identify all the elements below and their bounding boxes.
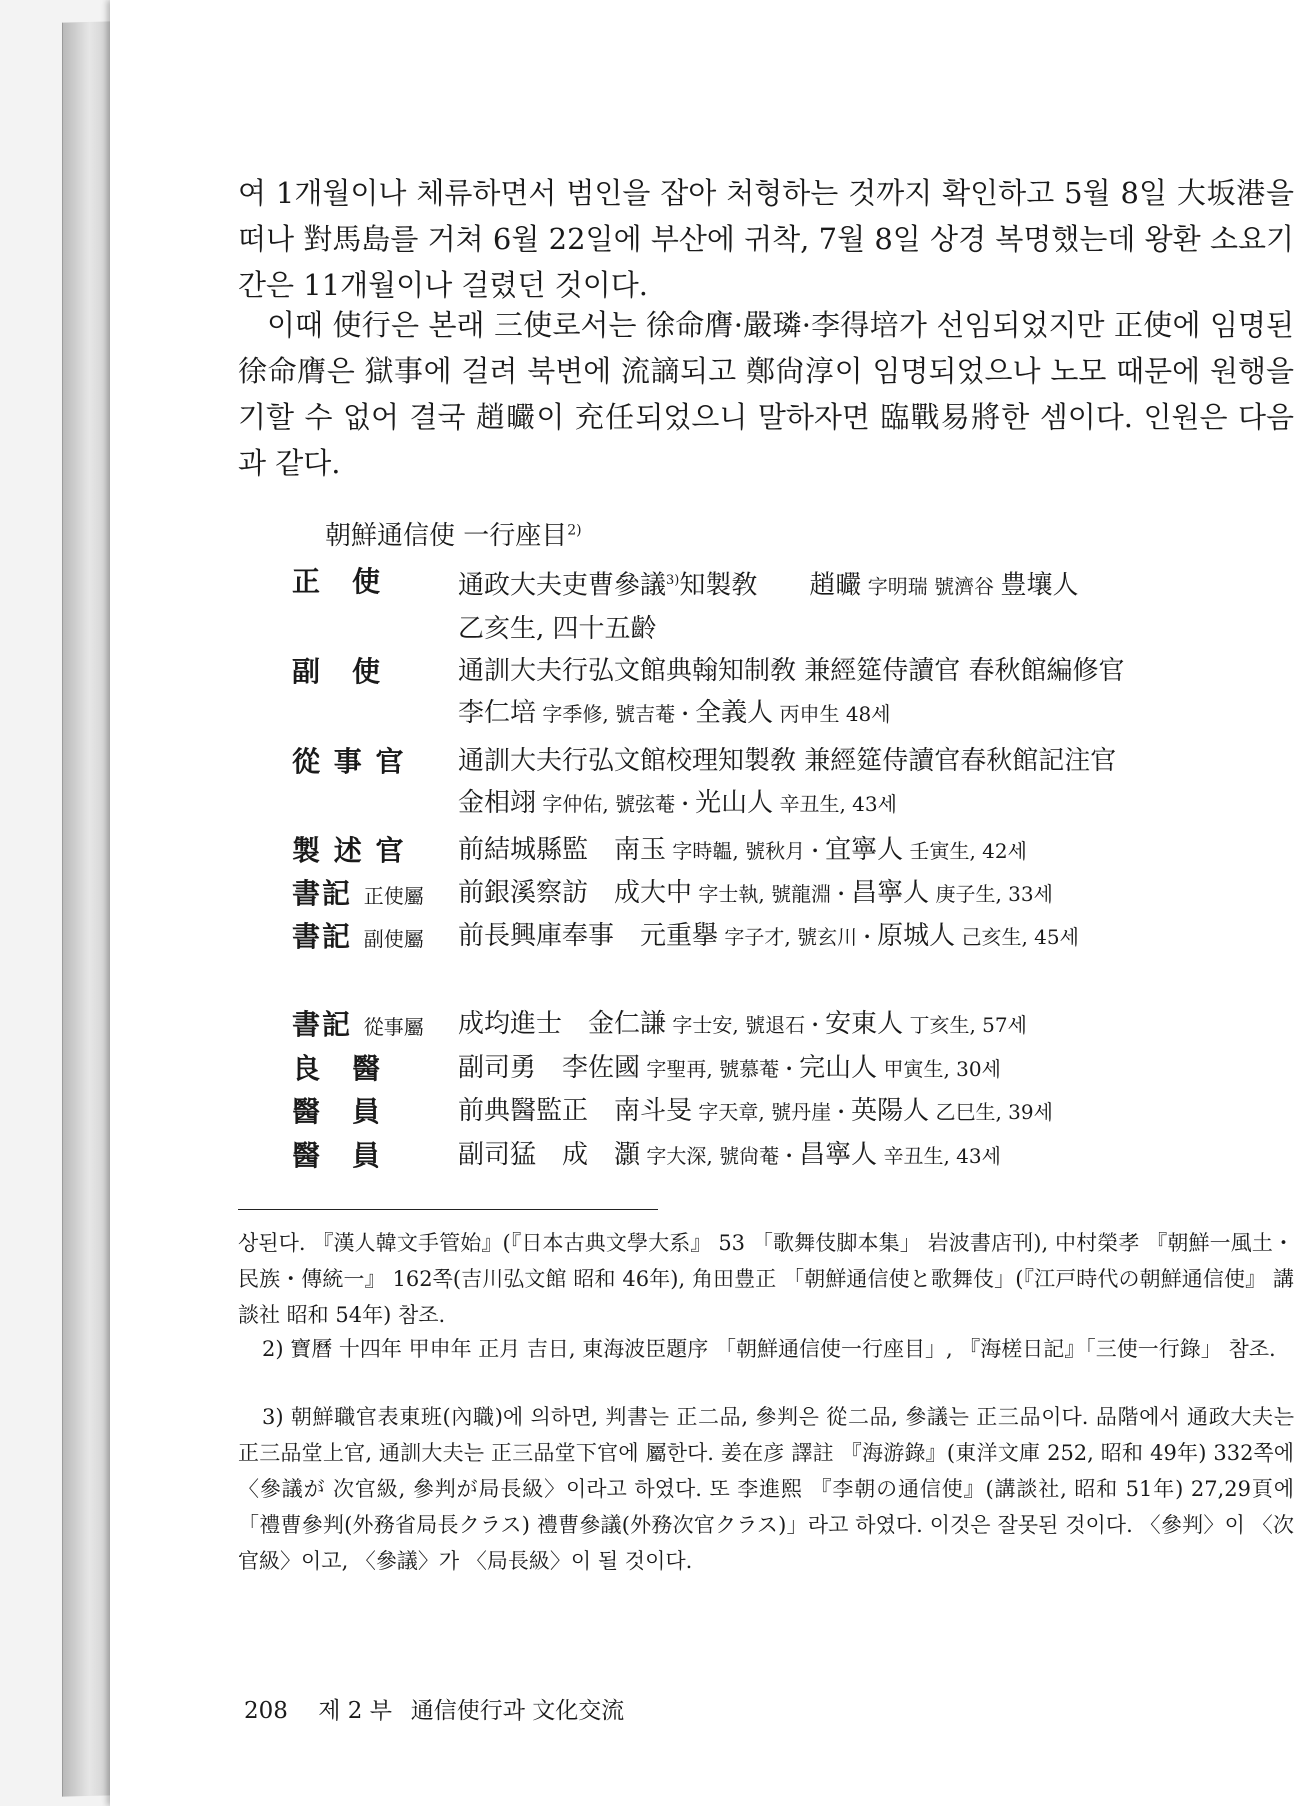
- role-sub: 副使屬: [363, 927, 424, 951]
- office-and-name: 副司勇 李佐國: [458, 1053, 641, 1083]
- courtesy-name: 字大深, 號尙菴・: [640, 1144, 800, 1168]
- role-label: 副 使: [292, 655, 383, 688]
- role-content: [458, 829, 1290, 872]
- birth-info: 庚子生, 33세: [929, 882, 1053, 906]
- courtesy-name: 字仲佑, 號弦菴・: [536, 792, 696, 816]
- birth-info: 辛丑生, 43세: [877, 1144, 1001, 1168]
- origin: 英陽人: [851, 1096, 930, 1126]
- origin: 安東人: [825, 1009, 904, 1039]
- list-title: [325, 515, 582, 552]
- origin: 昌寧人: [851, 878, 930, 908]
- footnote-3: 3) 朝鮮職官表東班(內職)에 의하면, 判書는 正二品, 參判은 從二品, 參議는 正三品이다. 品階에서 通政大夫는 正三品堂上官, 通訓大夫는 正三品堂下官에 屬한다. 姜在彦 譯註 『海游錄』(東洋文庫 252, 昭和 49年) 332쪽에 〈參議が 次官級, 參判が局長級〉이라고 하였다. 또 李進熙 『李朝の通信使』(講談社, 昭和 51年) 27,29頁에 「禮曹參判(外務省局長クラス) 禮曹參議(外務次官クラス)」라고 하였다. 이것은 잘못된 것이다. 〈參判〉이 〈次官級〉이고, 〈參議〉가 〈局長級〉이 될 것이다.: [238, 1405, 1294, 1573]
- courtesy-name: 字明瑞 號濟谷: [861, 574, 1001, 599]
- role-sub: 從事屬: [363, 1015, 424, 1039]
- body-paragraph-2: 이때 使行은 본래 三使로서는 徐命膺·嚴璘·李得培가 선임되었지만 正使에 임명된 徐命膺은 獄事에 걸려 북변에 流謫되고 鄭尙淳이 임명되었으나 노모 때문에 원행을 기할 수 없어 결국 趙曮이 充任되었으니 말하자면 臨戰易將한 셈이다. 인원은 다음과 같다.: [238, 308, 1294, 480]
- role-content: [458, 1003, 1290, 1046]
- role-main: 書記: [292, 920, 353, 953]
- footnote-1: 상된다. 『漢人韓文手管始』(『日本古典文學大系』 53 「歌舞伎脚本集」 岩波書店刊), 中村榮孝 『朝鮮一風土・民族・傳統一』 162쪽(吉川弘文館 昭和 46年), 角田豊正 「朝鮮通信使と歌舞伎」(『江戸時代の朝鮮通信使』 講談社 昭和 54年) 참조.: [238, 1231, 1294, 1327]
- origin: 光山人: [695, 788, 774, 818]
- role-label: [292, 1003, 424, 1043]
- role-content: [458, 650, 1290, 735]
- part-number: 제 2 부: [318, 1698, 392, 1724]
- birth-info: 丙申生 48세: [773, 702, 891, 726]
- birth-info: 己亥生, 45세: [955, 925, 1079, 949]
- role-main: 書記: [292, 877, 353, 910]
- courtesy-name: 字季修, 號吉菴・: [536, 702, 696, 726]
- courtesy-name: 字聖再, 號慕菴・: [640, 1057, 800, 1081]
- role-content: [458, 915, 1290, 958]
- courtesy-name: 字子才, 號玄川・: [718, 925, 878, 949]
- role-content: [458, 560, 1290, 650]
- birth-info: 壬寅生, 42세: [903, 839, 1027, 863]
- role-content: [458, 872, 1290, 915]
- person-name: 金相翊: [458, 788, 537, 818]
- office-and-name: 前典醫監正 南斗旻: [458, 1096, 693, 1126]
- book-page: [110, 0, 1311, 1806]
- role-label: 醫 員: [292, 1095, 383, 1128]
- role-label: [292, 872, 424, 912]
- role-label: 醫 員: [292, 1139, 383, 1172]
- footnote-2: 2) 寶曆 十四年 甲申年 正月 吉日, 東海波臣題序 「朝鮮通信使一行座目」, 『海槎日記』「三使一行錄」 참조.: [262, 1337, 1276, 1361]
- origin: 原城人: [877, 921, 956, 951]
- list-title-footnote-ref: 2): [567, 522, 582, 539]
- role-content: [458, 740, 1290, 825]
- birth-info: 丁亥生, 57세: [903, 1013, 1027, 1037]
- role-content: [458, 1047, 1290, 1090]
- birth-info: 乙亥生, 四十五齡: [458, 613, 657, 644]
- role-content: [458, 1090, 1290, 1133]
- origin: 完山人: [799, 1053, 878, 1083]
- office-title: 通訓大夫行弘文館校理知製敎 兼經筵侍讀官春秋館記注官: [458, 746, 1117, 776]
- footnote-ref: 3): [666, 573, 680, 588]
- footnote-divider: [238, 1209, 658, 1210]
- courtesy-name: 字士執, 號龍淵・: [692, 882, 852, 906]
- courtesy-name: 字天章, 號丹崖・: [692, 1100, 852, 1124]
- list-title-text: 朝鮮通信使 一行座目: [325, 521, 568, 551]
- part-title: 通信使行과 文化交流: [410, 1698, 625, 1724]
- origin: 昌寧人: [799, 1140, 878, 1170]
- origin: 豊壤人: [1000, 570, 1079, 601]
- office-title: 通訓大夫行弘文館典翰知制敎 兼經筵侍讀官 春秋館編修官: [458, 656, 1125, 686]
- body-paragraph-1: 여 1개월이나 체류하면서 범인을 잡아 처형하는 것까지 확인하고 5월 8일 大坂港을 떠나 對馬島를 거쳐 6월 22일에 부산에 귀착, 7월 8일 상경 복명했는데 왕환 소요기간은 11개월이나 걸렸던 것이다.: [238, 176, 1294, 302]
- origin: 宜寧人: [825, 835, 904, 865]
- birth-info: 乙巳生, 39세: [929, 1100, 1053, 1124]
- role-label: 良 醫: [292, 1052, 383, 1085]
- role-main: 書記: [292, 1008, 353, 1041]
- book-spine: [62, 21, 111, 1796]
- birth-info: 甲寅生, 30세: [877, 1057, 1001, 1081]
- office-title-cont: 知製敎 趙曮: [679, 570, 862, 601]
- courtesy-name: 字士安, 號退石・: [666, 1013, 826, 1037]
- page-number: 208: [244, 1698, 288, 1724]
- birth-info: 辛丑生, 43세: [773, 792, 897, 816]
- office-and-name: 副司猛 成 灝: [458, 1140, 641, 1170]
- office-and-name: 前結城縣監 南玉: [458, 835, 667, 865]
- person-name: 李仁培: [458, 698, 537, 728]
- role-sub: 正使屬: [363, 884, 424, 908]
- role-label: 從 事 官: [292, 745, 406, 778]
- office-title: 通政大夫吏曹參議: [458, 570, 667, 601]
- origin: 全義人: [695, 698, 774, 728]
- office-and-name: 前銀溪察訪 成大中: [458, 878, 693, 908]
- office-and-name: 成均進士 金仁謙: [458, 1009, 667, 1039]
- role-label: 正 使: [292, 565, 383, 598]
- page-footer: [244, 1692, 624, 1725]
- courtesy-name: 字時韞, 號秋月・: [666, 839, 826, 863]
- role-label: 製 述 官: [292, 834, 406, 867]
- office-and-name: 前長興庫奉事 元重擧: [458, 921, 719, 951]
- role-content: [458, 1134, 1290, 1177]
- role-label: [292, 915, 424, 955]
